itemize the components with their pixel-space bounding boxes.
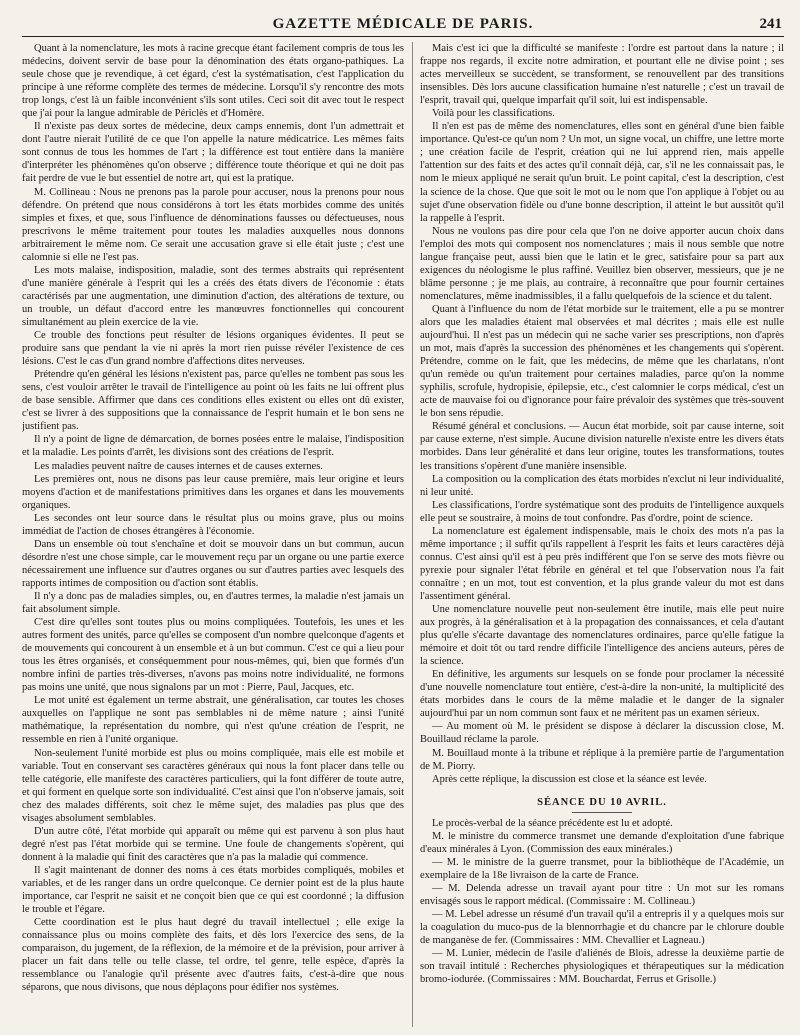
page-number: 241	[759, 16, 782, 32]
paragraph: La nomenclature est également indispensable, mais le choix des mots n'a pas la même importance ; il suffit qu'ils rappellent à l'esprit les faits et leurs caractères déjà connus. C'est ainsi qu'il est à peu près indifférent que l'on se serve des mots fièvre ou pyrexie pour signaler l'état fébrile en général et tel que l'observation nous l'a fait connaître ; en un mot, tout est convention, et la plus grande valeur du mot est dans l'assentiment général.	[420, 525, 784, 602]
column-divider	[412, 42, 413, 1027]
paragraph: Voilà pour les classifications.	[432, 108, 555, 120]
left-column	[22, 42, 404, 1027]
paragraph: Les mots malaise, indisposition, maladie, sont des termes abstraits qui représentent d'une manière générale à l'esprit qui les a créés des états divers de l'économie : états caractérisés par une augmentation, une diminution d'action, des altérations de texture, ou un trouble, un défaut d'accord entre les manœuvres fonctionnelles qui concourent simultanément au plein exercice de la vie.	[22, 264, 404, 328]
paragraph: En définitive, les arguments sur lesquels on se fonde pour proclamer la nécessité d'une nouvelle nomenclature tout entière, c'est-à-dire la non-unité, la multiplicité des états morbides dans le cours de la même maladie et le danger de la signaler aujourd'hui par un nom commun sont faux et ne méritent pas un examen sérieux.	[420, 669, 784, 720]
paragraph: Résumé général et conclusions. — Aucun état morbide, soit par cause interne, soit par cause externe, n'est simple. Aucune division naturelle n'existe entre les divers états morbides. Dans leur généralité et dans leur origine, toutes les transformations, toutes les transitions s'opèrent d'une manière insensible.	[420, 421, 784, 472]
right-column-bottom	[420, 817, 784, 987]
paragraph: La composition ou la complication des états morbides n'exclut ni leur individualité, ni leur unité.	[420, 473, 784, 498]
paragraph: Mais c'est ici que la difficulté se manifeste : l'ordre est partout dans la nature ; il frappe nos regards, il excite notre admiration, et pourtant elle ne divise point ; ses actes merveilleux se succèdent, se transforment, se renouvellent par des transitions insensibles. Dès lors aucune classification humaine n'est naturelle ; c'est un travail de l'esprit, travail qui, quelque imparfait qu'il soit, lui est indispensable.	[420, 43, 784, 107]
paragraph: Il n'existe pas deux sortes de médecine, deux camps ennemis, dont l'un admettrait et dont l'autre nierait l'utilité de ce que l'on appelle la nature médicatrice. Les mêmes faits sont connus de tous les hommes de l'art ; la différence est tout entière dans la manière d'interpréter les phénomènes qu'on observe ; différence toute théorique et qui ne doit pas fait perdre de vue le but essentiel de notre art, qui est la pratique.	[22, 121, 404, 185]
page-header	[22, 14, 784, 37]
paragraph: Dans un ensemble où tout s'enchaîne et doit se mouvoir dans un but commun, aucun désordre n'est une chose simple, car le mouvement reçu par un organe ou une partie exerce nécessairement une influence sur d'autres organes ou sur d'autres parties avec lesquels des rapports intimes de composition ou d'action sont établis.	[22, 538, 404, 589]
paragraph: Le procès-verbal de la séance précédente est lu et adopté.	[432, 817, 673, 829]
paragraph: C'est dire qu'elles sont toutes plus ou moins compliquées. Toutefois, les unes et les autres forment des unités, parce qu'elles se composent d'un nombre quelconque d'agents et de mouvements qui concourent à un ensemble et à un but commun. C'est ce qui a lieu pour tous les êtres organisés, et conséquemment pour nous-mêmes, qui, bien que formés d'un nombre infini de parties très-diverses, n'avons pas moins notre individualité, ne formons pas moins une unité, que nous signalons par un mot : Pierre, Paul, Jacques, etc.	[22, 617, 404, 694]
paragraph: Quant à l'influence du nom de l'état morbide sur le traitement, elle a pu se montrer alors que les maladies étaient mal observées et mal décrites ; mais elle est nulle aujourd'hui. Il n'est pas un médecin qui ne sache varier ses prescriptions, non d'après un mot, mais d'après la succession des phénomènes et les changements qui s'opèrent. Prétendre, comme on le fait, que les médecins, de même que les charlatans, n'ont qu'un remède ou qu'un traitement pour certaines maladies, parce qu'on la nomme syphilis, scrofule, hydropisie, épilepsie, etc., c'est calomnier le corps médical, c'est un acte de mauvaise foi ou d'ignorance pour faire prévaloir des systèmes que très-souvent le bon sens répudie.	[420, 303, 784, 420]
paragraph: Il n'y a donc pas de maladies simples, ou, en d'autres termes, la maladie n'est jamais un fait absolument simple.	[22, 590, 404, 616]
right-column-top	[420, 42, 784, 786]
paragraph: Après cette réplique, la discussion est close et la séance est levée.	[432, 773, 707, 785]
paragraph: Il n'y a point de ligne de démarcation, de bornes posées entre le malaise, l'indisposition et la maladie. Les points d'arrêt, les divisions sont des créations de l'esprit.	[22, 434, 404, 459]
paragraph: Prétendre qu'en général les lésions n'existent pas, parce qu'elles ne tombent pas sous les sens, c'est vouloir arrêter le travail de l'intelligence au point où les faits ne lui offrent plus de base sensible. Affirmer que dans ces conditions elles existent ou elles ont dû exister, c'est se livrer à des suppositions que la connaissance de l'esprit humain et le bon sens ne justifient pas.	[22, 369, 404, 433]
paragraph: Ce trouble des fonctions peut résulter de lésions organiques évidentes. Il peut se produire sans que pendant la vie ni après la mort rien puisse révéler l'existence de ces lésions. C'est le cas d'un grand nombre d'affections dites nerveuses.	[22, 330, 404, 368]
section-title	[420, 796, 784, 813]
right-column	[420, 42, 784, 1027]
paragraph: M. Collineau : Nous ne prenons pas la parole pour accuser, nous la prenons pour nous défendre. On prétend que nous considérons à tort les états morbides comme des unités simples et fixes, et que, sous l'influence de dénominations fausses ou défectueuses, nous prescrivons le même traitement pour toutes les maladies auxquelles nous donnons arbitrairement le même nom. Ce serait une accusation grave si elle était juste ; c'est une calomnie si elle ne l'est pas.	[22, 186, 404, 263]
paragraph: Le mot unité est également un terme abstrait, une généralisation, car toutes les choses auxquelles on l'applique ne sont pas semblables ni de même nature ; ainsi l'unité mathématique, la représentation du nombre, qui n'est qu'une création de l'esprit, ne ressemble en rien à l'unité organique.	[22, 695, 404, 746]
paragraph: D'un autre côté, l'état morbide qui apparaît ou même qui est parvenu à son plus haut degré n'est pas l'état morbide qui se termine. Une foule de changements s'opèrent, qui donnent à la maladie qui finit des caractères que n'a pas la maladie qui commence.	[22, 825, 404, 863]
paragraph: — M. Delenda adresse un travail ayant pour titre : Un mot sur les romans envisagés sous le rapport médical. (Commissaire : M. Collineau.)	[420, 882, 784, 907]
running-title: GAZETTE MÉDICALE DE PARIS.	[272, 16, 534, 32]
paragraph: Non-seulement l'unité morbide est plus ou moins compliquée, mais elle est mobile et variable. Tout en conservant ses caractères généraux qui nous la font placer dans telle ou telle catégorie, elle manifeste des caractères particuliers, qui la font différer de toute autre, et qui forment en quelque sorte son individualité. C'est ainsi que l'on n'observe jamais, soit chez des malades différents, soit chez le même sujet, des maladies pas plus que des visages absolument semblables.	[22, 747, 404, 824]
section-title-rule	[572, 812, 632, 813]
paragraph: — M. Lebel adresse un résumé d'un travail qu'il a entrepris il y a quelques mois sur la coagulation du muco-pus de la blennorrhagie et du chancre par le chlorure double de manganèse de fer. (Commissaires : MM. Chevallier et Lagneau.)	[420, 909, 784, 947]
paragraph: Nous ne voulons pas dire pour cela que l'on ne doive apporter aucun choix dans l'emploi des mots qui composent nos nomenclatures ; mais il nous semble que notre langue française peut, aussi bien que le latin et le grec, satisfaire pour sa part aux exigences du néologisme le plus raffiné. Veuillez bien observer, messieurs, que je ne blâme personne ; je me plais, au contraire, à reconnaître que pour fournir certaines nomenclatures, même inadmissibles, il a fallu quelquefois de la science et du talent.	[420, 225, 784, 302]
paragraph: Les maladies peuvent naître de causes internes et de causes externes.	[34, 460, 323, 472]
paragraph: Les secondes ont leur source dans le résultat plus ou moins grave, plus ou moins immédiat de l'action de choses étrangères à l'économie.	[22, 512, 404, 537]
paragraph: — M. Lunier, médecin de l'asile d'aliénés de Blois, adresse la deuxième partie de son travail intitulé : Recherches physiologiques et thérapeutiques sur la médication bromo-iodurée. (Commissaires : MM. Bouchardat, Ferrus et Grisolle.)	[420, 948, 784, 986]
paragraph: Les classifications, l'ordre systématique sont des produits de l'intelligence auxquels elle peut se soustraire, à moins de tout confondre. Pas d'ordre, point de science.	[420, 499, 784, 524]
paragraph: Il n'en est pas de même des nomenclatures, elles sont en général d'une bien faible importance. Qu'est-ce qu'un nom ? Un mot, un signe vocal, un chiffre, une lettre morte ; une création facile de l'esprit, création qui ne lui apprend rien, mais appelle l'attention sur des faits et des actes qu'il connaît déjà, car, s'il ne les connaissait pas, le nom le mieux appliqué ne serait qu'un bruit. Le point capital, c'est la description, c'est la science de la chose. Que que soit le mot ou le nom que l'on applique à l'objet ou au sujet d'une observation fidèle ou d'une bonne description, il atteint le but aussitôt qu'il la rappelle à l'esprit.	[420, 121, 784, 224]
paragraph: Une nomenclature nouvelle peut non-seulement être inutile, mais elle peut nuire aux progrès, à la généralisation et à la propagation des connaissances, et cela d'autant plus qu'elle s'écarte davantage des nomenclatures ordinaires, parce qu'elle fatigue la mémoire et doit tôt ou tard rendre difficile l'intelligence des anciens auteurs, pères de la science.	[420, 604, 784, 668]
paragraph: M. le ministre du commerce transmet une demande d'exploitation d'une fabrique d'eaux minérales à Lyon. (Commission des eaux minérales.)	[420, 830, 784, 855]
paragraph: Les premières ont, nous ne disons pas leur cause première, mais leur origine et leurs moyens d'action et de manifestations primitives dans les organes et dans les mouvements organiques.	[22, 473, 404, 511]
paragraph: Il s'agit maintenant de donner des noms à ces états morbides compliqués, mobiles et variables, et de les ranger dans un ordre quelconque. Ce dernier point est de la plus haute importance, car l'esprit ne saisit et ne conçoit bien que ce qui est coordonné ; la diffusion le trouble et l'égare.	[22, 864, 404, 916]
paragraph: M. Bouillaud monte à la tribune et réplique à la première partie de l'argumentation de M. Piorry.	[420, 747, 784, 772]
paragraph: — M. le ministre de la guerre transmet, pour la bibliothèque de l'Académie, un exemplaire de la 18e livraison de la carte de France.	[420, 856, 784, 881]
section-title-text: SÉANCE DU 10 AVRIL.	[537, 796, 667, 808]
paragraph: Cette coordination est le plus haut degré du travail intellectuel ; elle exige la connaissance plus ou moins complète des faits, et dès lors l'exercice des sens, de la comparaison, du jugement, de la réflexion, de la mémoire et de la prévision, pour arriver à placer un fait dans telle ou telle classe, tel ordre, tel genre, telle espèce, d'après la ressemblance ou l'analogie qu'il présente avec d'autres faits, c'est-à-dire que nous séparons, que nous divisons, que nous déplaçons pour édifier nos systèmes.	[22, 917, 404, 994]
paragraph: — Au moment où M. le président se dispose à déclarer la discussion close, M. Bouillaud réclame la parole.	[420, 721, 784, 746]
paragraph: Quant à la nomenclature, les mots à racine grecque étant facilement compris de tous les médecins, doivent servir de base pour la dénomination des états organo-pathiques. La seule chose que je revendique, à cet égard, c'est la systématisation, c'est l'application du principe à une réforme complète des termes de médecine. Lorsqu'il s'y rencontre des mots trop longs, c'est là un faible inconvénient s'ils sont utiles. Ceci soit dit avec tout le respect que j'ai pour la langue admirable de Périclès et d'Homère.	[22, 43, 404, 120]
